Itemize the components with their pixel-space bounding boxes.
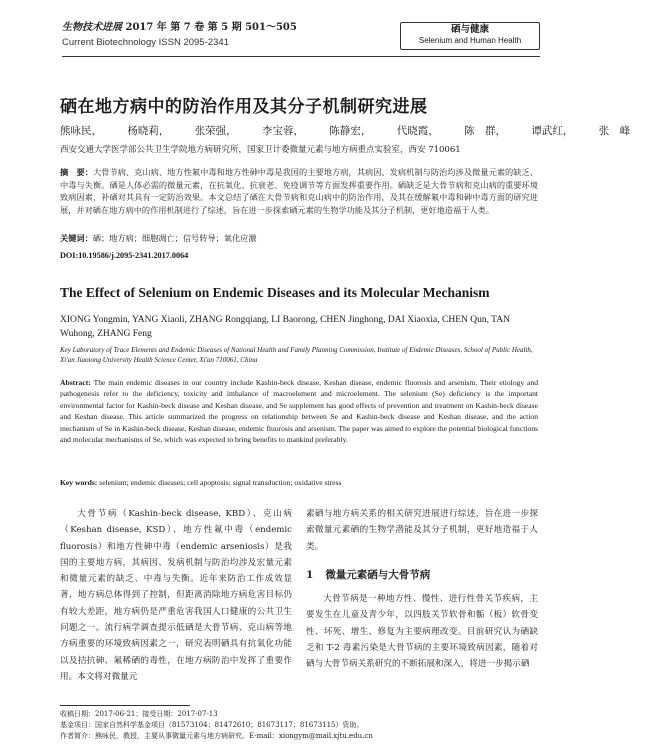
footnote-funding: 基金项目：国家自然科学基金项目（81573104；81472610；81673117；81673115）资助。	[60, 721, 364, 729]
author-zh: 熊咏民，	[60, 125, 102, 137]
footnote-author: 作者简介：熊咏民，教授，主要从事微量元素与地方病研究。E-mail：xiongym@mail.xjtu.edu.cn	[60, 732, 373, 740]
body-column-left	[60, 506, 292, 685]
column-label-box	[400, 22, 540, 50]
keywords-en	[60, 478, 538, 487]
affiliation-en: Key Laboratory of Trace Elements and Endemic Diseases of National Health and Family Planning Commission, Institute of Endemic Diseases, School of Public Health, Xi'an Jiaotong University Health Science Center, Xi'an 710061, China	[60, 346, 533, 364]
abstract-en-label: Abstract:	[60, 378, 91, 387]
keywords-zh	[60, 233, 538, 244]
header-rule	[62, 56, 540, 57]
doi: DOI:10.19586/j.2095-2341.2017.0064	[60, 251, 189, 260]
section-heading	[306, 567, 538, 583]
column-label-zh: 硒与健康	[450, 24, 489, 35]
column-label-en: Selenium and Human Health	[418, 36, 522, 45]
abstract-en-text: The main endemic diseases in our country include Kashin-beck disease, Keshan disease, endemic fluorosis and arsenism. Their etiology and pathogenesis refer to the deficiency, toxicity and imbalance of macroelement and microelement. The selenium (Se) deficiency is the important environmental factor for Kashin-beck disease and Keshan disease, and Se supplement has good effects of prevention and treatment on Kashin-beck disease and Keshan disease. This article summarized the progress on relationship between Se and Kashin-beck disease and Keshan disease, and the action mechanism of Se in Kashin-beck disease, Keshan disease, endemic fluorosis and arsenism. The paper was aimed to explore the potential biological functions and molecular mechanisms of Se, which was expected to bring benefits to mankind preferably.	[60, 378, 538, 445]
affiliation-zh: 西安交通大学医学部公共卫生学院地方病研究所，国家卫计委微量元素与地方病重点实验室，西安 710061	[60, 145, 461, 155]
keywords-en-text: selenium; endemic diseases; cell apoptosis; signal transduction; oxidative stress	[99, 478, 342, 487]
abstract-zh-label: 摘 要：	[60, 167, 93, 177]
section-number: 1	[306, 568, 314, 581]
author-zh: 张荣强，	[194, 125, 237, 137]
abstract-en	[60, 377, 538, 445]
authors-en: XIONG Yongmin, YANG Xiaoli, ZHANG Rongqiang, LI Baorong, CHEN Jinghong, DAI Xiaoxia, CHEN Qun, TAN Wuhong, ZHANG Feng	[60, 315, 510, 339]
issn: ISSN 2095-2341	[158, 37, 229, 48]
body-paragraph: 大骨节病（Kashin-beck disease, KBD）、克山病（Keshan disease, KSD）、地方性氟中毒（endemic fluorosis）和地方性砷中毒（endemic arseniosis）是我国的主要地方病，其病因、发病机制与防治均涉及宏量元素和微量元素的缺乏、中毒与失衡。近年来防治工作成效显著，地方病总体得到了控制，但距离消除地方病危害目标仍有较大差距，地方病仍是严重危害我国人口健康的公共卫生问题之一。流行病学调查提示低硒是大骨节病、克山病等地方病重要的环境致病因素之一，研究表明硒具有抗氧化功能以及拮抗砷、氟稀硒的毒性，在地方病防治中发挥了重要作用。本文将对微量元	[60, 509, 292, 682]
section-title: 微量元素硒与大骨节病	[325, 568, 431, 581]
author-zh: 李宝蓉，	[262, 125, 305, 137]
article-title-zh: 硒在地方病中的防治作用及其分子机制研究进展	[60, 97, 428, 117]
author-zh: 谭武红，	[531, 125, 574, 137]
page-range: 501～505	[245, 22, 297, 33]
author-zh: 陈静宏，	[329, 125, 372, 137]
footnote	[60, 709, 538, 742]
authors-zh	[60, 123, 631, 138]
author-zh: 代晓霞，	[396, 125, 439, 137]
journal-name-en: Current Biotechnology	[62, 37, 156, 48]
body-paragraph: 大骨节病是一种地方性、慢性、进行性骨关节疾病，主要发生在儿童及青少年，以四肢关节软骨和骺（板）软骨变性、坏死、增生、修复为主要病理改变。目前研究认为硒缺乏和 T-2 毒素污染是大骨节病的主要环境致病因素，随着对硒与大骨节病关系研究的不断拓展和深入，将进一步揭示硒	[306, 594, 538, 670]
body-paragraph: 素硒与地方病关系的相关研究进展进行综述，旨在进一步探索微量元素硒的生物学潜能及其分子机制，更好地造福于人类。	[306, 509, 538, 552]
keywords-zh-label: 关键词：	[60, 233, 93, 243]
abstract-zh-text: 大骨节病、克山病、地方性氟中毒和地方性砷中毒是我国的主要地方病，其病因、发病机制与防治均涉及微量元素的缺乏、中毒与失衡。硒是人体必需的微量元素，在抗氧化、抗衰老、免疫调节等方面发挥重要作用。硒缺乏是大骨节病和克山病的重要环境致病因素，补硒对其具有一定防治效果。本文总结了硒在大骨节病和克山病中的防治作用，及其在缓解氟中毒和砷中毒方面的研究进展，并对硒在地方病中的作用机制进行了综述，旨在进一步探索硒元素的生物学功能及其分子机制，更好地造福于人类。	[60, 167, 538, 215]
keywords-en-label: Key words:	[60, 478, 98, 487]
article-title-en: The Effect of Selenium on Endemic Diseases and its Molecular Mechanism	[60, 285, 490, 300]
body-column-right	[306, 506, 538, 673]
keywords-zh-text: 硒；地方病；细胞凋亡；信号转导；氧化应激	[92, 233, 257, 243]
issue-info: 2017 年 第 7 卷 第 5 期	[125, 22, 242, 33]
author-zh: 张 峰	[598, 125, 631, 137]
abstract-zh	[60, 166, 538, 216]
journal-name-zh: 生物技术进展	[62, 22, 122, 33]
footnote-rule	[60, 705, 190, 706]
author-zh: 杨晓莉，	[127, 125, 170, 137]
footnote-received: 收稿日期：2017-06-21；接受日期：2017-07-13	[60, 710, 218, 718]
author-zh: 陈 群，	[464, 125, 507, 137]
